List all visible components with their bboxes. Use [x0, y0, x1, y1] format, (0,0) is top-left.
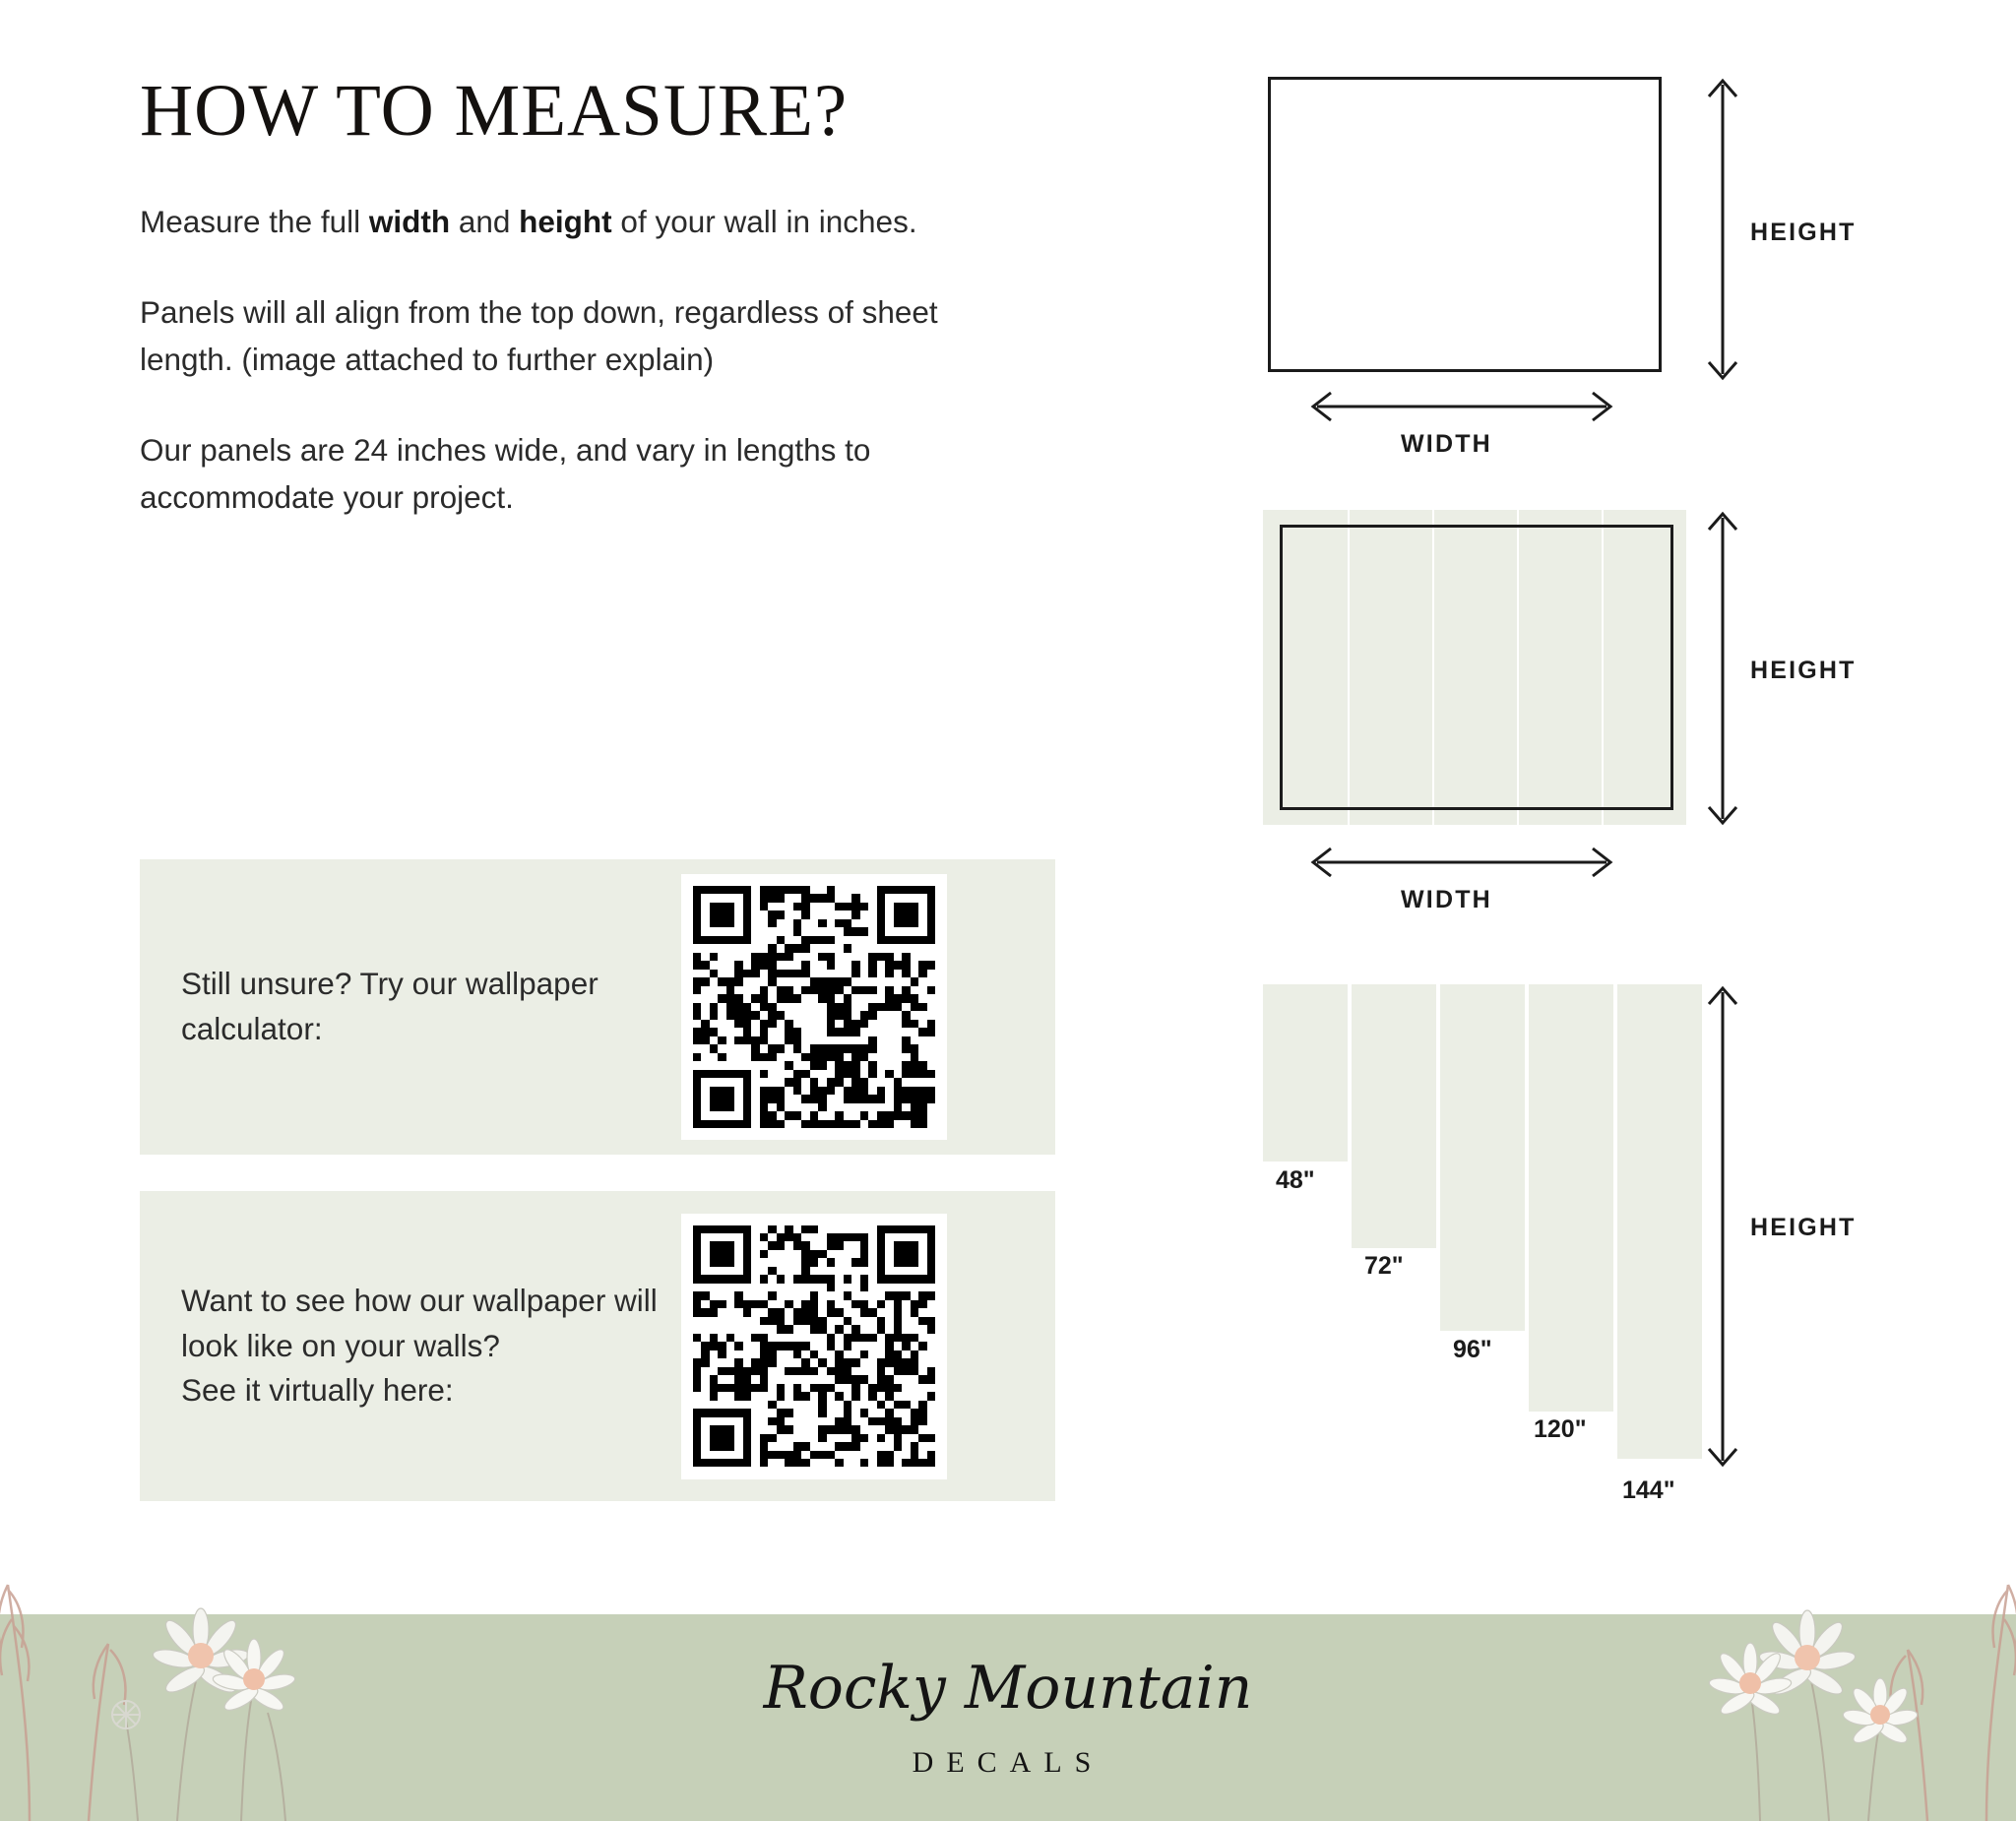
length-label-96: 96" [1453, 1336, 1492, 1363]
left-content-column [140, 69, 1055, 564]
width-arrow-wall [1309, 389, 1614, 424]
brand-name: Rocky Mountain [763, 1654, 1253, 1723]
length-bar-120 [1529, 984, 1613, 1412]
brand-subtitle: DECALS [912, 1746, 1104, 1779]
length-label-120: 120" [1534, 1415, 1587, 1443]
length-label-48: 48" [1276, 1166, 1315, 1194]
length-bar-48 [1263, 984, 1348, 1162]
length-bar-72 [1352, 984, 1436, 1248]
para1-seg3: and [450, 204, 520, 239]
qr-block-calculator-label: Still unsure? Try our wallpaper calculator: [181, 966, 598, 1046]
qr-block-calculator[interactable] [140, 859, 1055, 1155]
wall-width-label: WIDTH [1401, 430, 1492, 458]
qr-block-virtual-preview-label: Want to see how our wallpaper will look like on your walls? See it virtually here: [181, 1282, 658, 1409]
para1-bold-height: height [519, 204, 612, 239]
paragraph-measure-instructions [140, 199, 1026, 246]
qr-code-icon[interactable] [681, 874, 947, 1140]
qr-block-virtual-preview[interactable] [140, 1191, 1055, 1501]
wall-height-label: HEIGHT [1750, 219, 1857, 246]
length-label-144: 144" [1622, 1476, 1675, 1504]
paragraph-panel-width: Our panels are 24 inches wide, and vary in lengths to accommodate your project. [140, 431, 871, 515]
wall-outline-rect-panels [1280, 525, 1673, 810]
para1-seg5: of your wall in inches. [611, 204, 917, 239]
page-title: HOW TO MEASURE? [140, 70, 849, 152]
panels-width-label: WIDTH [1401, 886, 1492, 913]
qr-code-icon[interactable] [681, 1214, 947, 1479]
width-arrow-panels [1309, 845, 1614, 880]
paragraph-panel-alignment: Panels will all align from the top down, regardless of sheet length. (image attached to further explain) [140, 293, 938, 377]
length-bar-144 [1617, 984, 1702, 1459]
panels-height-label: HEIGHT [1750, 657, 1857, 684]
para1-bold-width: width [368, 204, 451, 239]
length-label-72: 72" [1364, 1252, 1404, 1280]
height-arrow-panels [1703, 510, 1742, 827]
lengths-height-label: HEIGHT [1750, 1214, 1857, 1241]
height-arrow-wall [1703, 77, 1742, 382]
para1-seg1: Measure the full [140, 204, 369, 239]
wall-outline-rect [1268, 77, 1662, 372]
height-arrow-lengths [1703, 984, 1742, 1469]
length-bar-96 [1440, 984, 1525, 1331]
